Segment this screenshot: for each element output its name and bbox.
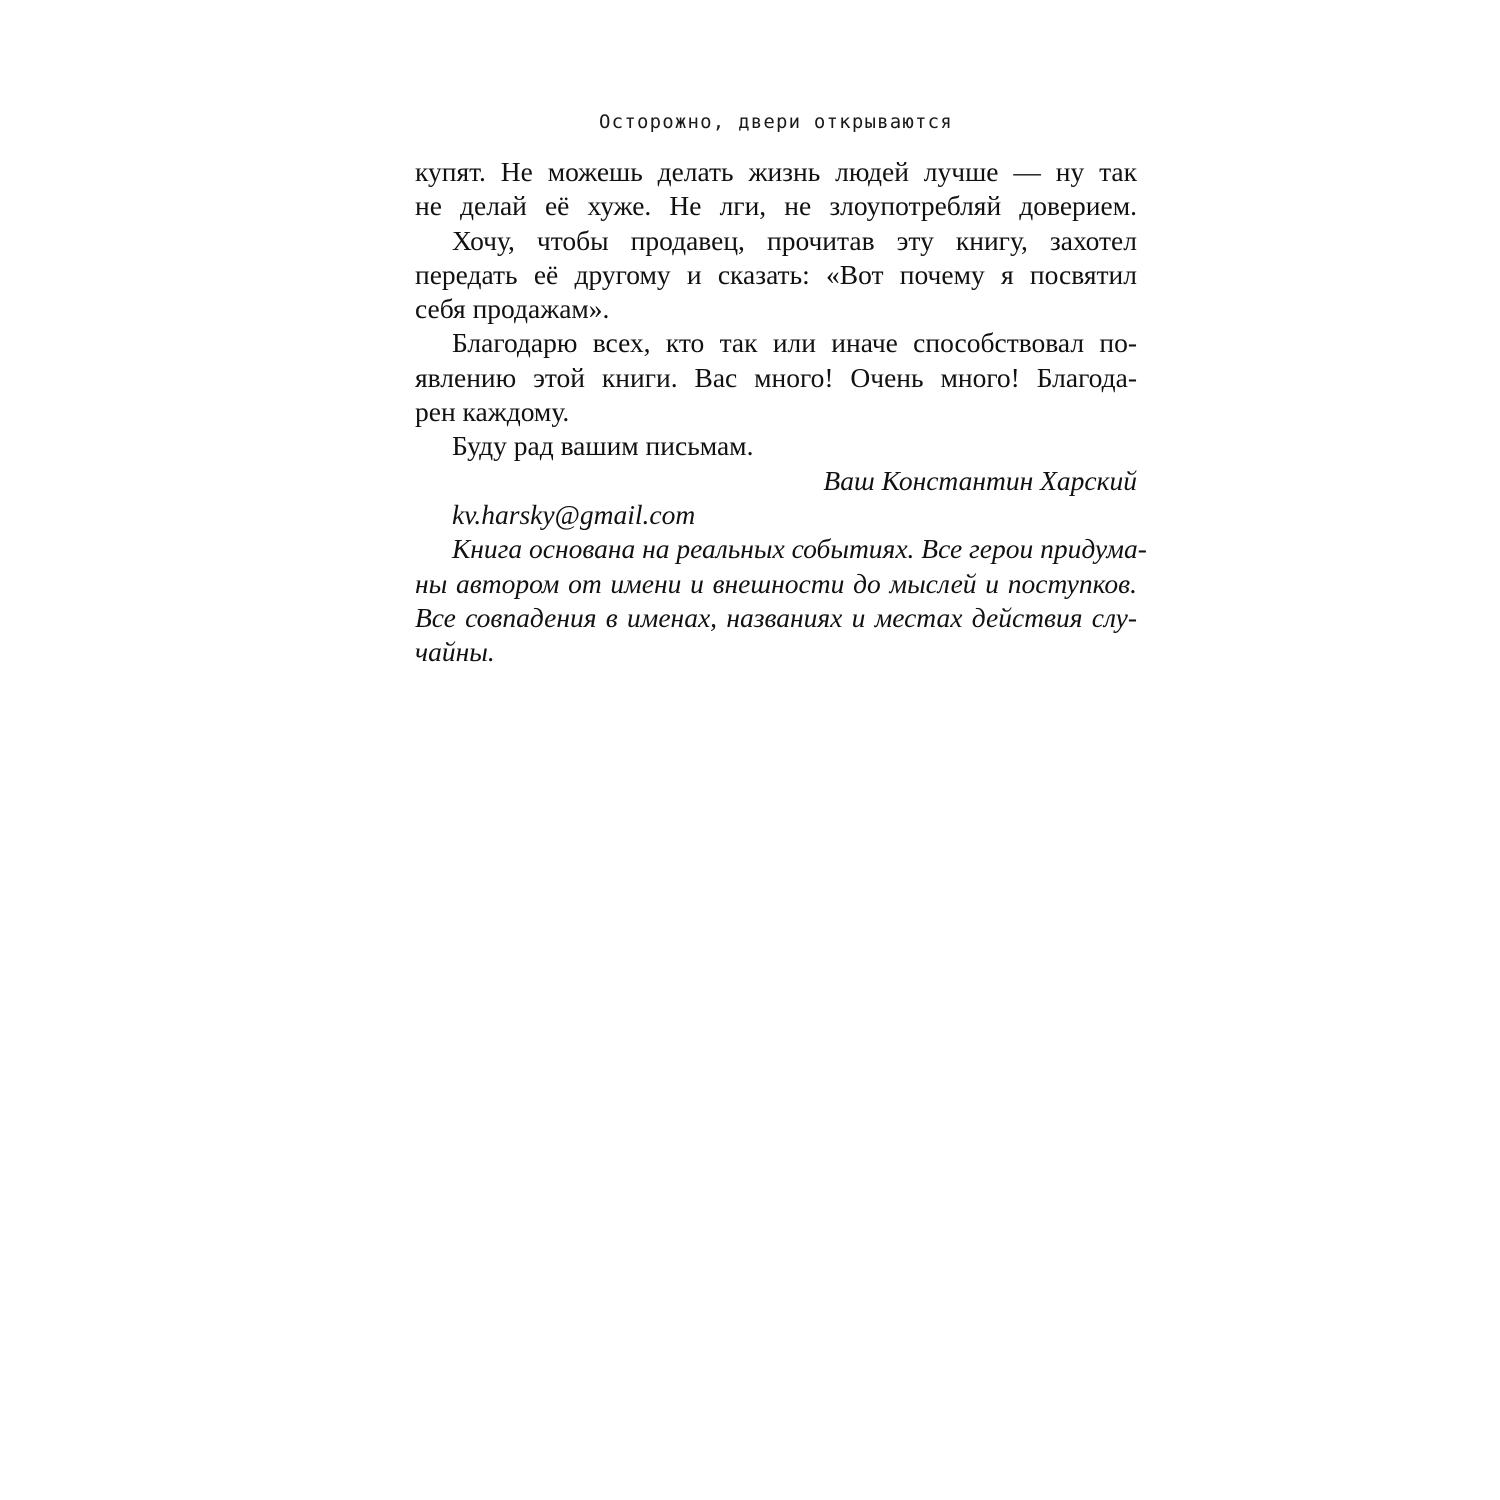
text-line: Буду рад вашим письмам. xyxy=(452,430,754,462)
text-line: не делай её хуже. Не лги, не злоупотребляй доверием. xyxy=(415,190,1137,222)
author-email: kv.harsky@gmail.com xyxy=(452,498,696,530)
paragraph-2 xyxy=(415,224,1137,327)
text-line: себя продажам». xyxy=(415,293,610,325)
running-head: Осторожно, двери открываются xyxy=(599,111,953,133)
text-line: Книга основана на реальных событиях. Все герои придума- xyxy=(452,533,1147,565)
paragraph-1 xyxy=(415,155,1137,224)
paragraph-4 xyxy=(415,429,1137,463)
text-line: Благодарю всех, кто так или иначе способствовал по- xyxy=(452,327,1137,359)
text-line: рен каждому. xyxy=(415,396,570,428)
paragraph-3 xyxy=(415,326,1137,429)
text-line: Хочу, чтобы продавец, прочитав эту книгу, захотел xyxy=(452,224,1137,256)
text-line: чайны. xyxy=(415,636,495,668)
text-line: передать её другому и сказать: «Вот почему я посвятил xyxy=(415,258,1137,290)
text-line: купят. Не можешь делать жизнь людей лучше — ну так xyxy=(415,156,1137,187)
text-line: Все совпадения в именах, названиях и местах действия слу- xyxy=(415,601,1137,633)
text-line: явлению этой книги. Вас много! Очень много! Благода- xyxy=(415,361,1137,393)
author-signature: Ваш Константин Харский xyxy=(823,464,1137,496)
page-body xyxy=(415,155,1147,669)
text-line: ны автором от имени и внешности до мыслей и поступков. xyxy=(415,567,1137,599)
disclaimer xyxy=(415,532,1147,669)
